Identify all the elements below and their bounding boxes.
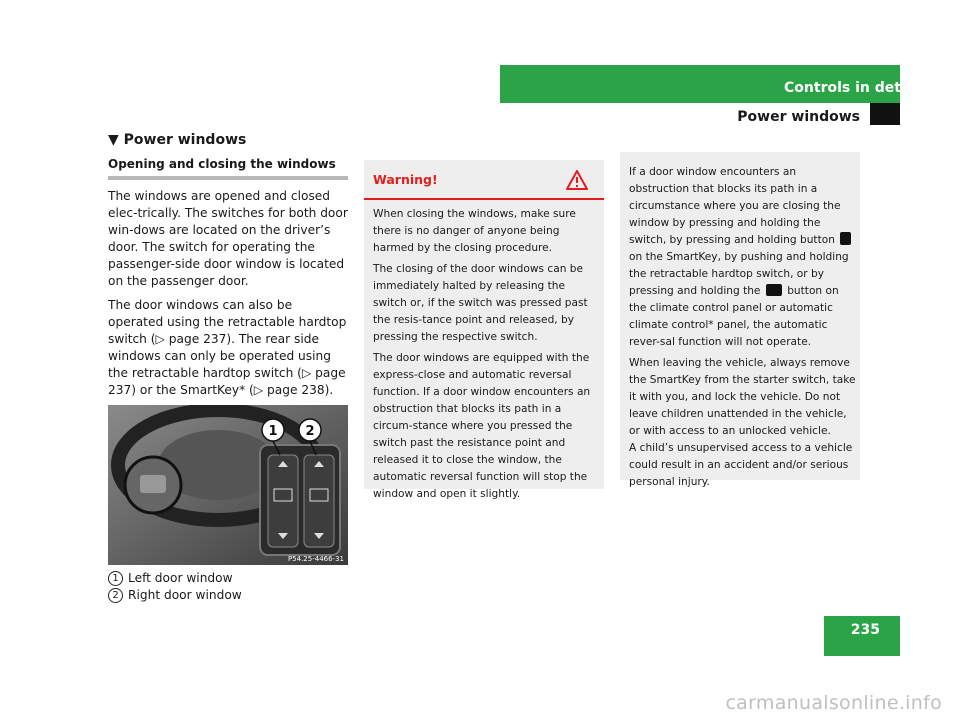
warning-paragraph-3: The door windows are equipped with the express-close and automatic reversal function. If a door window encounters an obstruction that blocks its path in a circum-stance where you pressed the switch past the resistance point and released it to close the window, the automatic reversal function will stop the window and open it slightly. [373,352,591,500]
warning-header [364,160,604,200]
caption-2-number: 2 [108,588,123,603]
section-header: Power windows [737,109,860,125]
info-p2-line-1: When leaving the vehicle, always remove the SmartKey from the starter switch, take it with you, and lock the vehicle. Do not leave children unattended in the vehicle, or with access to an unlocked vehicle. [629,357,856,437]
window-switch-photo [108,405,348,565]
footer-watermark: carmanualsonline.info [725,692,942,714]
info-p1-part-1: If a door window encounters an obstruction that blocks its path in a circumstance where you are closing the window by pressing and holding the switch, by pressing and holding button [629,166,841,246]
callout-2: 2 [305,424,315,439]
callout-1: 1 [268,424,278,439]
figure-code: P54.25-4466-31 [287,555,344,563]
caption-1-text: Left door window [128,571,233,585]
info-paragraph-2 [629,355,857,491]
info-paragraph-1 [629,164,857,351]
warning-paragraph-1: When closing the windows, make sure there is no danger of anyone being harmed by the closing procedure. [373,208,576,254]
window-button-icon [766,284,782,296]
body-paragraph-2: The door windows can also be operated using the retractable hardtop switch (▷ page 237). The rear side windows can only be operated using the retractable hardtop switch (▷ page 237) or the SmartKey* (▷ page 238). [108,298,347,397]
warning-triangle-icon [566,170,588,190]
chapter-title: Controls in detail [784,80,920,96]
warning-box [364,160,604,500]
info-p1-part-3: button on the climate control panel or automatic climate control* panel, the automatic rever-sal function will not operate. [629,285,839,348]
warning-paragraph-2: The closing of the door windows can be immediately halted by releasing the switch or, if the switch was pressed past the resis-tance point and released, by pressing the respective switch. [373,263,588,343]
info-body [629,164,857,495]
info-p1-part-2: on the SmartKey, by pushing and holding the retractable hardtop switch, or by pressing and holding the [629,251,849,297]
caption-1 [108,570,233,587]
section-title: ▼ Power windows [108,132,247,148]
caption-2-text: Right door window [128,588,242,602]
smartkey-lock-button-icon [840,232,851,245]
caption-1-number: 1 [108,571,123,586]
body-paragraph-1: The windows are opened and closed elec-trically. The switches for both door win-dows are located on the driver’s door. The switch for operating the passenger-side door window is located on the passenger door. [108,189,348,288]
warning-body [373,206,599,507]
page-number: 235 [850,622,880,638]
info-box [620,152,860,488]
info-p2-line-2: A child’s unsupervised access to a vehicle could result in an accident and/or serious personal injury. [629,442,853,488]
section-tab-marker [870,103,900,125]
subheading: Opening and closing the windows [108,157,348,180]
warning-title: Warning! [373,172,438,187]
caption-2 [108,587,242,604]
